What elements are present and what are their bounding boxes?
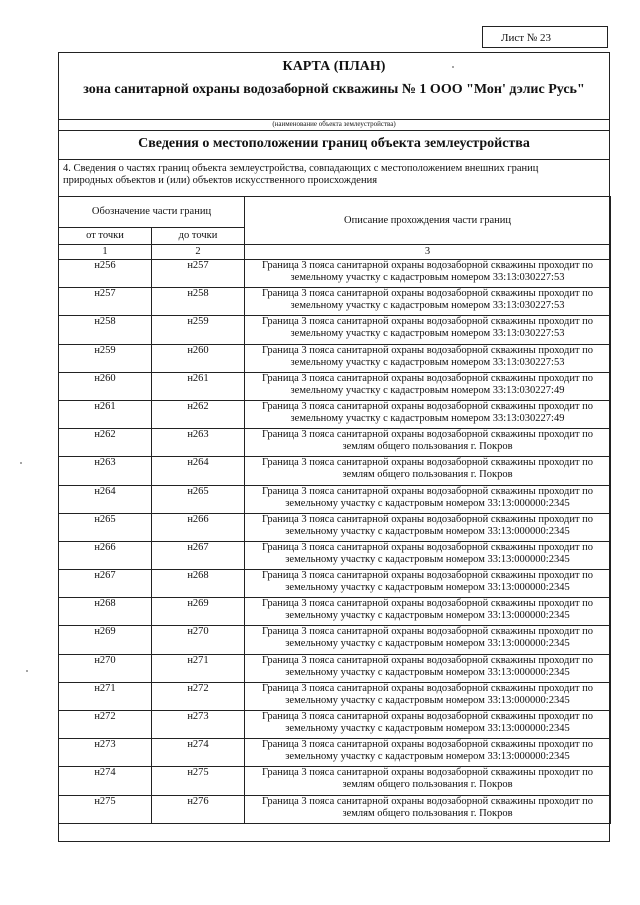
table-row xyxy=(59,598,611,626)
table-row xyxy=(59,429,611,457)
scan-speck xyxy=(452,66,454,68)
boundary-description: Граница 3 пояса санитарной охраны водозаборной скважины проходит по земельному участку с кадастровым номером 33:13:000000:2345 xyxy=(245,682,611,710)
object-name-caption: (наименование объекта землеустройства) xyxy=(272,120,396,128)
boundary-description: Граница 3 пояса санитарной охраны водозаборной скважины проходит по землям общего пользования г. Покров xyxy=(245,767,611,795)
to-point: н262 xyxy=(152,400,245,428)
to-point: н271 xyxy=(152,654,245,682)
table-row xyxy=(59,288,611,316)
to-point: н261 xyxy=(152,372,245,400)
from-point: н273 xyxy=(59,739,152,767)
section-note: 4. Сведения о частях границ объекта землеустройства, совпадающих с местоположением внешних границ природных объектов и (или) объектов искусственного происхождения xyxy=(63,163,539,186)
from-point: н265 xyxy=(59,513,152,541)
table-row xyxy=(59,457,611,485)
header-description: Описание прохождения части границ xyxy=(245,197,611,245)
boundary-description: Граница 3 пояса санитарной охраны водозаборной скважины проходит по земельному участку с кадастровым номером 33:13:030227:49 xyxy=(245,400,611,428)
boundary-description: Граница 3 пояса санитарной охраны водозаборной скважины проходит по землям общего пользования г. Покров xyxy=(245,457,611,485)
to-point: н275 xyxy=(152,767,245,795)
to-point: н276 xyxy=(152,795,245,823)
boundary-description: Граница 3 пояса санитарной охраны водозаборной скважины проходит по земельному участку с кадастровым номером 33:13:000000:2345 xyxy=(245,541,611,569)
from-point: н256 xyxy=(59,260,152,288)
boundary-description: Граница 3 пояса санитарной охраны водозаборной скважины проходит по земельному участку с кадастровым номером 33:13:000000:2345 xyxy=(245,654,611,682)
to-point: н269 xyxy=(152,598,245,626)
table-row xyxy=(59,626,611,654)
to-point: н266 xyxy=(152,513,245,541)
table-row xyxy=(59,260,611,288)
section-divider-top xyxy=(59,130,609,131)
from-point: н268 xyxy=(59,598,152,626)
to-point: н265 xyxy=(152,485,245,513)
document-title: КАРТА (ПЛАН) xyxy=(282,59,386,74)
table-row xyxy=(59,316,611,344)
title-block xyxy=(59,53,609,129)
to-point: н270 xyxy=(152,626,245,654)
to-point: н257 xyxy=(152,260,245,288)
to-point: н267 xyxy=(152,541,245,569)
table-row xyxy=(59,654,611,682)
from-point: н269 xyxy=(59,626,152,654)
boundary-description: Граница 3 пояса санитарной охраны водозаборной скважины проходит по земельному участку с кадастровым номером 33:13:000000:2345 xyxy=(245,739,611,767)
boundary-description: Граница 3 пояса санитарной охраны водозаборной скважины проходит по земельному участку с кадастровым номером 33:13:030227:49 xyxy=(245,372,611,400)
from-point: н274 xyxy=(59,767,152,795)
from-point: н270 xyxy=(59,654,152,682)
table-row xyxy=(59,485,611,513)
header-boundary-part: Обозначение части границ xyxy=(59,197,245,228)
boundary-description: Граница 3 пояса санитарной охраны водозаборной скважины проходит по земельному участку с кадастровым номером 33:13:030227:53 xyxy=(245,344,611,372)
to-point: н274 xyxy=(152,739,245,767)
to-point: н273 xyxy=(152,711,245,739)
from-point: н260 xyxy=(59,372,152,400)
from-point: н264 xyxy=(59,485,152,513)
boundary-description: Граница 3 пояса санитарной охраны водозаборной скважины проходит по земельному участку с кадастровым номером 33:13:000000:2345 xyxy=(245,626,611,654)
boundary-parts-table xyxy=(58,196,611,824)
scan-speck xyxy=(20,462,22,464)
boundary-description: Граница 3 пояса санитарной охраны водозаборной скважины проходит по землям общего пользования г. Покров xyxy=(245,795,611,823)
table-row xyxy=(59,344,611,372)
from-point: н267 xyxy=(59,570,152,598)
section-title: Сведения о местоположении границ объекта землеустройства xyxy=(138,136,530,151)
from-point: н272 xyxy=(59,711,152,739)
boundary-description: Граница 3 пояса санитарной охраны водозаборной скважины проходит по земельному участку с кадастровым номером 33:13:000000:2345 xyxy=(245,485,611,513)
boundary-description: Граница 3 пояса санитарной охраны водозаборной скважины проходит по земельному участку с кадастровым номером 33:13:030227:53 xyxy=(245,288,611,316)
boundary-description: Граница 3 пояса санитарной охраны водозаборной скважины проходит по земельному участку с кадастровым номером 33:13:000000:2345 xyxy=(245,570,611,598)
boundary-description: Граница 3 пояса санитарной охраны водозаборной скважины проходит по земельному участку с кадастровым номером 33:13:000000:2345 xyxy=(245,711,611,739)
to-point: н258 xyxy=(152,288,245,316)
from-point: н261 xyxy=(59,400,152,428)
document-frame xyxy=(58,52,610,842)
to-point: н259 xyxy=(152,316,245,344)
col-number-2: 2 xyxy=(152,245,245,260)
table-row xyxy=(59,541,611,569)
boundary-description: Граница 3 пояса санитарной охраны водозаборной скважины проходит по земельному участку с кадастровым номером 33:13:000000:2345 xyxy=(245,598,611,626)
from-point: н257 xyxy=(59,288,152,316)
to-point: н264 xyxy=(152,457,245,485)
table-row xyxy=(59,570,611,598)
to-point: н263 xyxy=(152,429,245,457)
table-row xyxy=(59,400,611,428)
col-number-3: 3 xyxy=(245,245,611,260)
boundary-description: Граница 3 пояса санитарной охраны водозаборной скважины проходит по земельному участку с кадастровым номером 33:13:030227:53 xyxy=(245,316,611,344)
object-name: зона санитарной охраны водозаборной скважины № 1 ООО "Мон' дэлис Русь" xyxy=(83,82,585,97)
scan-speck xyxy=(26,670,28,672)
from-point: н262 xyxy=(59,429,152,457)
section-divider-bottom xyxy=(59,159,609,160)
table-row xyxy=(59,739,611,767)
from-point: н275 xyxy=(59,795,152,823)
header-to-point: до точки xyxy=(152,228,245,245)
table-row xyxy=(59,513,611,541)
from-point: н258 xyxy=(59,316,152,344)
from-point: н259 xyxy=(59,344,152,372)
to-point: н268 xyxy=(152,570,245,598)
boundary-description: Граница 3 пояса санитарной охраны водозаборной скважины проходит по землям общего пользования г. Покров xyxy=(245,429,611,457)
from-point: н266 xyxy=(59,541,152,569)
table-row xyxy=(59,372,611,400)
header-from-point: от точки xyxy=(59,228,152,245)
col-number-1: 1 xyxy=(59,245,152,260)
boundary-description: Граница 3 пояса санитарной охраны водозаборной скважины проходит по земельному участку с кадастровым номером 33:13:000000:2345 xyxy=(245,513,611,541)
sheet-number-label: Лист № 23 xyxy=(482,26,608,48)
from-point: н263 xyxy=(59,457,152,485)
to-point: н272 xyxy=(152,682,245,710)
table-row xyxy=(59,795,611,823)
table-row xyxy=(59,711,611,739)
from-point: н271 xyxy=(59,682,152,710)
boundary-description: Граница 3 пояса санитарной охраны водозаборной скважины проходит по земельному участку с кадастровым номером 33:13:030227:53 xyxy=(245,260,611,288)
table-row xyxy=(59,682,611,710)
table-row xyxy=(59,767,611,795)
to-point: н260 xyxy=(152,344,245,372)
